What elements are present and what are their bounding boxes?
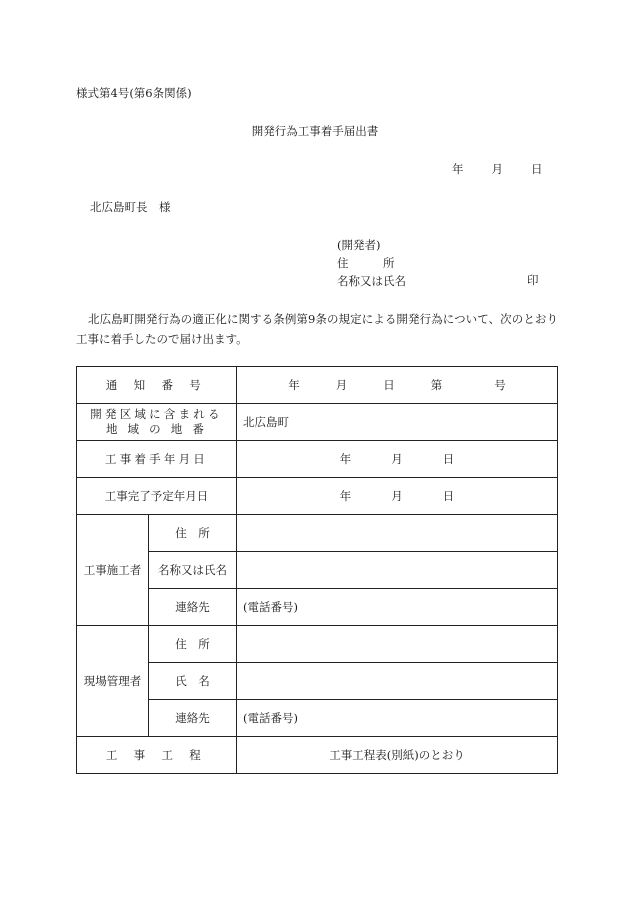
date-month: 月 (491, 162, 503, 176)
end-year: 年 (339, 488, 352, 503)
table-row (77, 515, 558, 552)
form-number: 様式第4号(第6条関係) (76, 86, 192, 100)
area-lot-label-line2: 地 域 の 地 番 (105, 422, 208, 436)
contractor-address-label: 住 所 (149, 515, 237, 552)
contractor-name-value[interactable] (237, 552, 558, 589)
applicant-label: (開発者) (337, 238, 381, 252)
applicant-address-label: 住 所 (337, 256, 395, 270)
table-row (77, 552, 558, 589)
end-date-value[interactable] (237, 478, 558, 515)
table-row (77, 626, 558, 663)
area-lot-label-line1: 開発区域に含まれる (90, 407, 223, 421)
table-row (77, 404, 558, 441)
table-row (77, 441, 558, 478)
site-manager-label: 現場管理者 (77, 626, 149, 737)
contractor-contact-label: 連絡先 (149, 589, 237, 626)
end-day: 日 (442, 488, 455, 503)
notice-month: 月 (335, 377, 348, 392)
notice-day: 日 (383, 377, 395, 392)
contractor-name-label: 名称又は氏名 (149, 552, 237, 589)
notification-form-table (76, 366, 558, 774)
manager-contact-value[interactable]: (電話番号) (237, 700, 558, 737)
end-date-label: 工事完了予定年月日 (77, 478, 237, 515)
notice-go: 号 (494, 377, 506, 392)
end-month: 月 (391, 488, 403, 503)
table-row (77, 367, 558, 404)
notification-statement: 北広島町開発行為の適正化に関する条例第9条の規定による開発行為について、次のとおり工事に着手したので届け出ます。 (76, 312, 558, 346)
table-row (77, 589, 558, 626)
submission-date (452, 161, 543, 177)
addressee: 北広島町長 様 (90, 200, 171, 214)
start-date-label: 工事着手年月日 (77, 441, 237, 478)
applicant-name-label: 名称又は氏名 (337, 274, 406, 288)
contractor-contact-value[interactable]: (電話番号) (237, 589, 558, 626)
seal-mark: 印 (527, 273, 539, 287)
start-month: 月 (391, 451, 403, 466)
contractor-label: 工事施工者 (77, 515, 149, 626)
manager-address-value[interactable] (237, 626, 558, 663)
notice-number-value[interactable] (237, 367, 558, 404)
notice-number-label: 通 知 番 号 (77, 367, 237, 404)
table-row (77, 663, 558, 700)
contractor-address-value[interactable] (237, 515, 558, 552)
start-year: 年 (339, 451, 352, 466)
date-day: 日 (531, 162, 543, 176)
start-day: 日 (442, 451, 455, 466)
date-year: 年 (452, 162, 464, 176)
notice-dai: 第 (430, 377, 443, 392)
construction-schedule-value[interactable]: 工事工程表(別紙)のとおり (237, 737, 558, 774)
area-lot-label (77, 404, 237, 441)
area-lot-value[interactable]: 北広島町 (237, 404, 558, 441)
construction-schedule-label: 工 事 工 程 (77, 737, 237, 774)
start-date-value[interactable] (237, 441, 558, 478)
manager-address-label: 住 所 (149, 626, 237, 663)
table-row (77, 478, 558, 515)
table-row (77, 737, 558, 774)
document-title: 開発行為工事着手届出書 (251, 124, 379, 138)
table-row (77, 700, 558, 737)
notice-year: 年 (288, 377, 300, 392)
manager-name-label: 氏 名 (149, 663, 237, 700)
manager-contact-label: 連絡先 (149, 700, 237, 737)
manager-name-value[interactable] (237, 663, 558, 700)
applicant-block (337, 236, 406, 290)
